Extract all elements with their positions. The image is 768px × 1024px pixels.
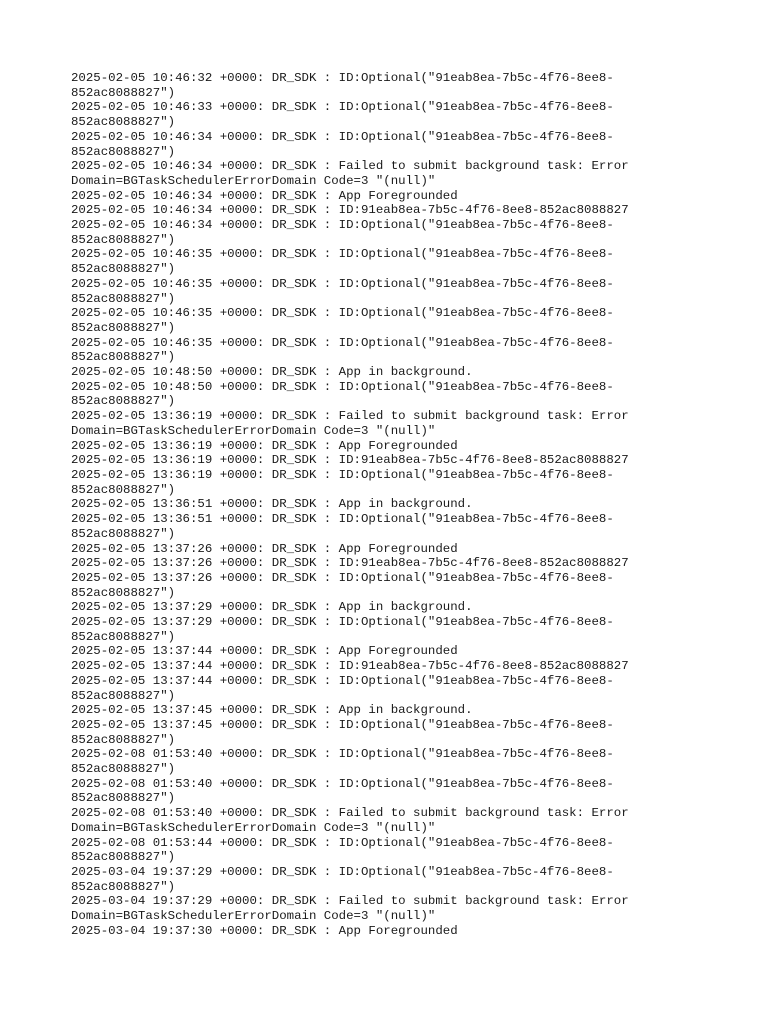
log-entry-text: 2025-02-05 13:37:44 +0000: DR_SDK : App Foregrounded [71, 644, 458, 659]
log-entry [71, 189, 671, 204]
log-entry-continuation: 852ac8088827") [71, 482, 176, 497]
log-entry [71, 615, 671, 644]
log-entry-continuation: Domain=BGTaskSchedulerErrorDomain Code=3 "(null)" [71, 909, 436, 924]
log-entry [71, 71, 671, 100]
log-entry-text: 2025-03-04 19:37:30 +0000: DR_SDK : App Foregrounded [71, 923, 458, 938]
log-entry-text: 2025-02-05 10:46:34 +0000: DR_SDK : Failed to submit background task: Error [71, 159, 629, 174]
log-entry-text: 2025-02-05 13:37:44 +0000: DR_SDK : ID:91eab8ea-7b5c-4f76-8ee8-852ac8088827 [71, 659, 629, 674]
log-entry-text: 2025-02-05 10:46:35 +0000: DR_SDK : ID:Optional("91eab8ea-7b5c-4f76-8ee8- [71, 335, 614, 350]
log-entry-text: 2025-02-05 13:37:44 +0000: DR_SDK : ID:Optional("91eab8ea-7b5c-4f76-8ee8- [71, 673, 614, 688]
log-entry-text: 2025-03-04 19:37:29 +0000: DR_SDK : Failed to submit background task: Error [71, 894, 629, 909]
log-entry-continuation: 852ac8088827") [71, 350, 176, 365]
log-entry-text: 2025-02-05 13:36:51 +0000: DR_SDK : ID:Optional("91eab8ea-7b5c-4f76-8ee8- [71, 512, 614, 527]
log-entry-continuation: 852ac8088827") [71, 732, 176, 747]
log-entry-text: 2025-02-05 10:46:34 +0000: DR_SDK : App Foregrounded [71, 188, 458, 203]
log-entry [71, 468, 671, 497]
log-entry [71, 365, 671, 380]
log-entry-continuation: 852ac8088827") [71, 262, 176, 277]
log-entry-text: 2025-02-05 13:37:26 +0000: DR_SDK : ID:Optional("91eab8ea-7b5c-4f76-8ee8- [71, 570, 614, 585]
log-entry [71, 159, 671, 188]
log-entry [71, 380, 671, 409]
log-entry-text: 2025-02-05 13:36:19 +0000: DR_SDK : App Foregrounded [71, 438, 458, 453]
log-entry-text: 2025-02-05 10:48:50 +0000: DR_SDK : App in background. [71, 365, 473, 380]
log-entry-text: 2025-02-05 10:46:33 +0000: DR_SDK : ID:Optional("91eab8ea-7b5c-4f76-8ee8- [71, 100, 614, 115]
log-entry-continuation: 852ac8088827") [71, 320, 176, 335]
log-entry-continuation: 852ac8088827") [71, 629, 176, 644]
log-entry [71, 203, 671, 218]
log-entry [71, 439, 671, 454]
log-entry-continuation: 852ac8088827") [71, 791, 176, 806]
log-entry-continuation: Domain=BGTaskSchedulerErrorDomain Code=3 "(null)" [71, 820, 436, 835]
log-entry-continuation: 852ac8088827") [71, 688, 176, 703]
log-entry [71, 894, 671, 923]
log-entry-continuation: 852ac8088827") [71, 394, 176, 409]
log-entry [71, 497, 671, 512]
log-entry [71, 556, 671, 571]
log-entry-text: 2025-02-05 13:36:19 +0000: DR_SDK : ID:Optional("91eab8ea-7b5c-4f76-8ee8- [71, 467, 614, 482]
log-entry-continuation: 852ac8088827") [71, 850, 176, 865]
log-list [71, 71, 671, 938]
log-entry [71, 865, 671, 894]
log-entry [71, 703, 671, 718]
log-entry-text: 2025-02-05 13:36:51 +0000: DR_SDK : App in background. [71, 497, 473, 512]
log-entry-text: 2025-02-08 01:53:44 +0000: DR_SDK : ID:Optional("91eab8ea-7b5c-4f76-8ee8- [71, 835, 614, 850]
log-entry [71, 600, 671, 615]
log-entry-text: 2025-02-05 10:48:50 +0000: DR_SDK : ID:Optional("91eab8ea-7b5c-4f76-8ee8- [71, 379, 614, 394]
log-entry-text: 2025-02-05 13:36:19 +0000: DR_SDK : Failed to submit background task: Error [71, 409, 629, 424]
log-entry-text: 2025-02-05 13:37:29 +0000: DR_SDK : ID:Optional("91eab8ea-7b5c-4f76-8ee8- [71, 615, 614, 630]
log-entry-continuation: Domain=BGTaskSchedulerErrorDomain Code=3 "(null)" [71, 173, 436, 188]
log-entry-text: 2025-02-05 10:46:34 +0000: DR_SDK : ID:Optional("91eab8ea-7b5c-4f76-8ee8- [71, 218, 614, 233]
log-entry-text: 2025-02-05 10:46:34 +0000: DR_SDK : ID:91eab8ea-7b5c-4f76-8ee8-852ac8088827 [71, 203, 629, 218]
log-entry-continuation: 852ac8088827") [71, 526, 176, 541]
log-entry-continuation: 852ac8088827") [71, 115, 176, 130]
log-entry-continuation: 852ac8088827") [71, 291, 176, 306]
log-entry-text: 2025-02-08 01:53:40 +0000: DR_SDK : Failed to submit background task: Error [71, 806, 629, 821]
log-entry-text: 2025-02-05 13:36:19 +0000: DR_SDK : ID:91eab8ea-7b5c-4f76-8ee8-852ac8088827 [71, 453, 629, 468]
log-entry [71, 674, 671, 703]
log-entry [71, 542, 671, 557]
log-entry-text: 2025-02-05 13:37:26 +0000: DR_SDK : App Foregrounded [71, 541, 458, 556]
log-entry-text: 2025-02-05 13:37:45 +0000: DR_SDK : App in background. [71, 703, 473, 718]
log-entry-text: 2025-02-05 13:37:29 +0000: DR_SDK : App in background. [71, 600, 473, 615]
log-entry [71, 100, 671, 129]
log-entry [71, 836, 671, 865]
log-entry [71, 409, 671, 438]
log-entry-text: 2025-02-05 10:46:32 +0000: DR_SDK : ID:Optional("91eab8ea-7b5c-4f76-8ee8- [71, 71, 614, 85]
log-entry-text: 2025-02-08 01:53:40 +0000: DR_SDK : ID:Optional("91eab8ea-7b5c-4f76-8ee8- [71, 776, 614, 791]
log-entry [71, 130, 671, 159]
log-entry-text: 2025-02-05 13:37:45 +0000: DR_SDK : ID:Optional("91eab8ea-7b5c-4f76-8ee8- [71, 717, 614, 732]
log-entry-continuation: Domain=BGTaskSchedulerErrorDomain Code=3 "(null)" [71, 423, 436, 438]
log-entry-text: 2025-02-05 10:46:35 +0000: DR_SDK : ID:Optional("91eab8ea-7b5c-4f76-8ee8- [71, 306, 614, 321]
log-entry [71, 644, 671, 659]
log-entry [71, 512, 671, 541]
log-entry [71, 218, 671, 247]
log-entry-text: 2025-02-05 10:46:35 +0000: DR_SDK : ID:Optional("91eab8ea-7b5c-4f76-8ee8- [71, 276, 614, 291]
log-entry [71, 806, 671, 835]
log-entry [71, 777, 671, 806]
log-entry-text: 2025-03-04 19:37:29 +0000: DR_SDK : ID:Optional("91eab8ea-7b5c-4f76-8ee8- [71, 864, 614, 879]
log-entry-continuation: 852ac8088827") [71, 585, 176, 600]
log-entry [71, 247, 671, 276]
log-entry-continuation: 852ac8088827") [71, 144, 176, 159]
log-entry [71, 306, 671, 335]
log-entry-continuation: 852ac8088827") [71, 762, 176, 777]
log-entry [71, 747, 671, 776]
log-entry-continuation: 852ac8088827") [71, 232, 176, 247]
log-entry [71, 924, 671, 939]
log-entry [71, 659, 671, 674]
log-entry [71, 718, 671, 747]
log-entry-continuation: 852ac8088827") [71, 879, 176, 894]
log-entry-text: 2025-02-05 10:46:35 +0000: DR_SDK : ID:Optional("91eab8ea-7b5c-4f76-8ee8- [71, 247, 614, 262]
log-entry-text: 2025-02-05 13:37:26 +0000: DR_SDK : ID:91eab8ea-7b5c-4f76-8ee8-852ac8088827 [71, 556, 629, 571]
log-entry [71, 453, 671, 468]
log-entry-text: 2025-02-08 01:53:40 +0000: DR_SDK : ID:Optional("91eab8ea-7b5c-4f76-8ee8- [71, 747, 614, 762]
log-entry-text: 2025-02-05 10:46:34 +0000: DR_SDK : ID:Optional("91eab8ea-7b5c-4f76-8ee8- [71, 129, 614, 144]
log-entry [71, 336, 671, 365]
log-entry-continuation: 852ac8088827") [71, 85, 176, 100]
log-entry [71, 571, 671, 600]
log-entry [71, 277, 671, 306]
